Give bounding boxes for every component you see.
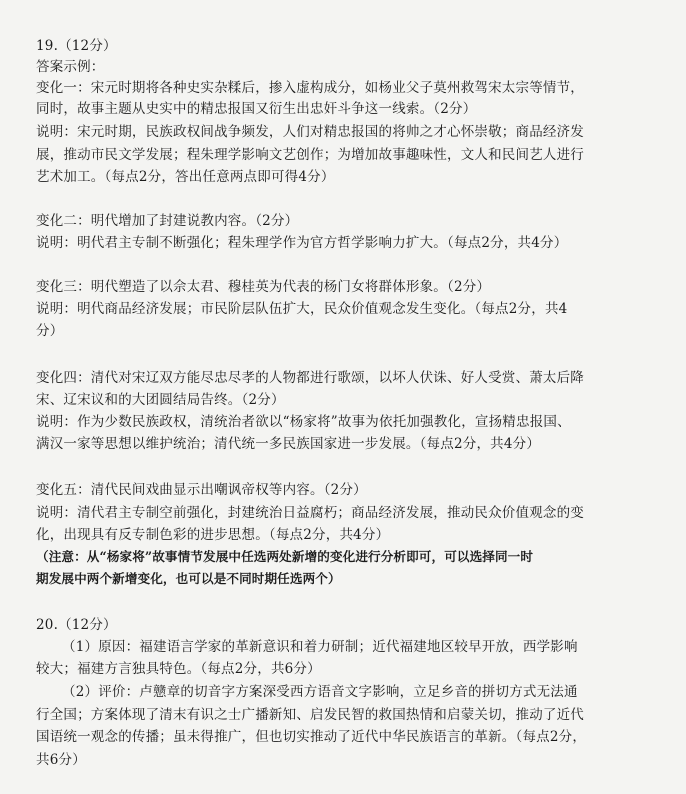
q19-note-line1: （注意：从“杨家将”故事情节发展中任选两处新增的变化进行分析即可，可以选择同一时 (36, 549, 534, 564)
q19-change5-explain1: 说明：清代君主专制空前强化，封建统治日益腐朽；商品经济发展，推动民众价值观念的变 (36, 505, 584, 521)
q19-change1-explain1: 说明：宋元时期，民族政权间战争频发，人们对精忠报国的将帅之才心怀崇敬；商品经济发 (36, 124, 584, 140)
q19-change1-explain2: 展，推动市民文学发展；程朱理学影响文艺创作；为增加故事趣味性，文人和民间艺人进行 (36, 147, 584, 163)
q20-part1-line1: （1）原因：福建语言学家的革新意识和着力研制；近代福建地区较早开放，西学影响 (62, 639, 578, 655)
q19-change2-line1: 变化二：明代增加了封建说教内容。（2分） (36, 213, 299, 229)
q19-change4-explain1: 说明：作为少数民族政权，清统治者欲以“杨家将”故事为依托加强教化，宣扬精忠报国、 (36, 414, 571, 430)
q19-change1-explain3: 艺术加工。（每点2分，答出任意两点即可得4分） (36, 169, 335, 185)
q19-change5-line1: 变化五：清代民间戏曲显示出嘲讽帝权等内容。（2分） (36, 482, 367, 498)
q20-title: 20.（12分） (36, 617, 117, 633)
q19-change4-line2: 宋、辽宋议和的大团圆结局告终。（2分） (36, 392, 285, 408)
q19-change2-explain1: 说明：明代君主专制不断强化；程朱理学作为官方哲学影响力扩大。（每点2分，共4分） (36, 235, 568, 251)
q19-change3-explain1: 说明：明代商品经济发展；市民阶层队伍扩大，民众价值观念发生变化。（每点2分，共4 (36, 301, 568, 317)
q19-change3-line1: 变化三：明代塑造了以佘太君、穆桂英为代表的杨门女将群体形象。（2分） (36, 279, 491, 295)
q19-change4-explain2: 满汉一家等思想以维护统治；清代统一多民族国家进一步发展。（每点2分，共4分） (36, 436, 541, 452)
q19-change1-line1: 变化一：宋元时期将各种史实杂糅后，掺入虚构成分，如杨业父子莫州救驾宋太宗等情节， (36, 80, 584, 96)
q20-part2-line4: 共6分） (36, 752, 86, 768)
q20-part1-line2: 较大；福建方言独具特色。（每点2分，共6分） (36, 661, 321, 677)
q19-change4-line1: 变化四：清代对宋辽双方能尽忠尽孝的人物都进行歌颂，以坏人伏诛、好人受赏、萧太后降 (36, 370, 584, 386)
q20-part2-line1: （2）评价：卢戆章的切音字方案深受西方语音文字影响，立足乡音的拼切方式无法通 (62, 684, 578, 700)
q19-change5-explain2: 化，出现具有反专制色彩的进步思想。（每点2分，共4分） (36, 527, 390, 543)
q19-sample-label: 答案示例： (36, 59, 105, 75)
q19-title: 19.（12分） (36, 38, 117, 54)
q20-part2-line2: 行全国；方案体现了清末有识之士广播新知、启发民智的救国热情和启蒙关切，推动了近代 (36, 707, 584, 723)
q19-note-line2: 期发展中两个新增变化，也可以是不同时期任选两个） (36, 571, 341, 586)
q19-change1-line2: 同时，故事主题从史实中的精忠报国又衍生出忠奸斗争这一线索。（2分） (36, 101, 477, 117)
q20-part2-line3: 国语统一观念的传播；虽未得推广，但也切实推动了近代中华民族语言的革新。（每点2分， (36, 729, 587, 745)
q19-change3-explain2: 分） (36, 323, 64, 339)
